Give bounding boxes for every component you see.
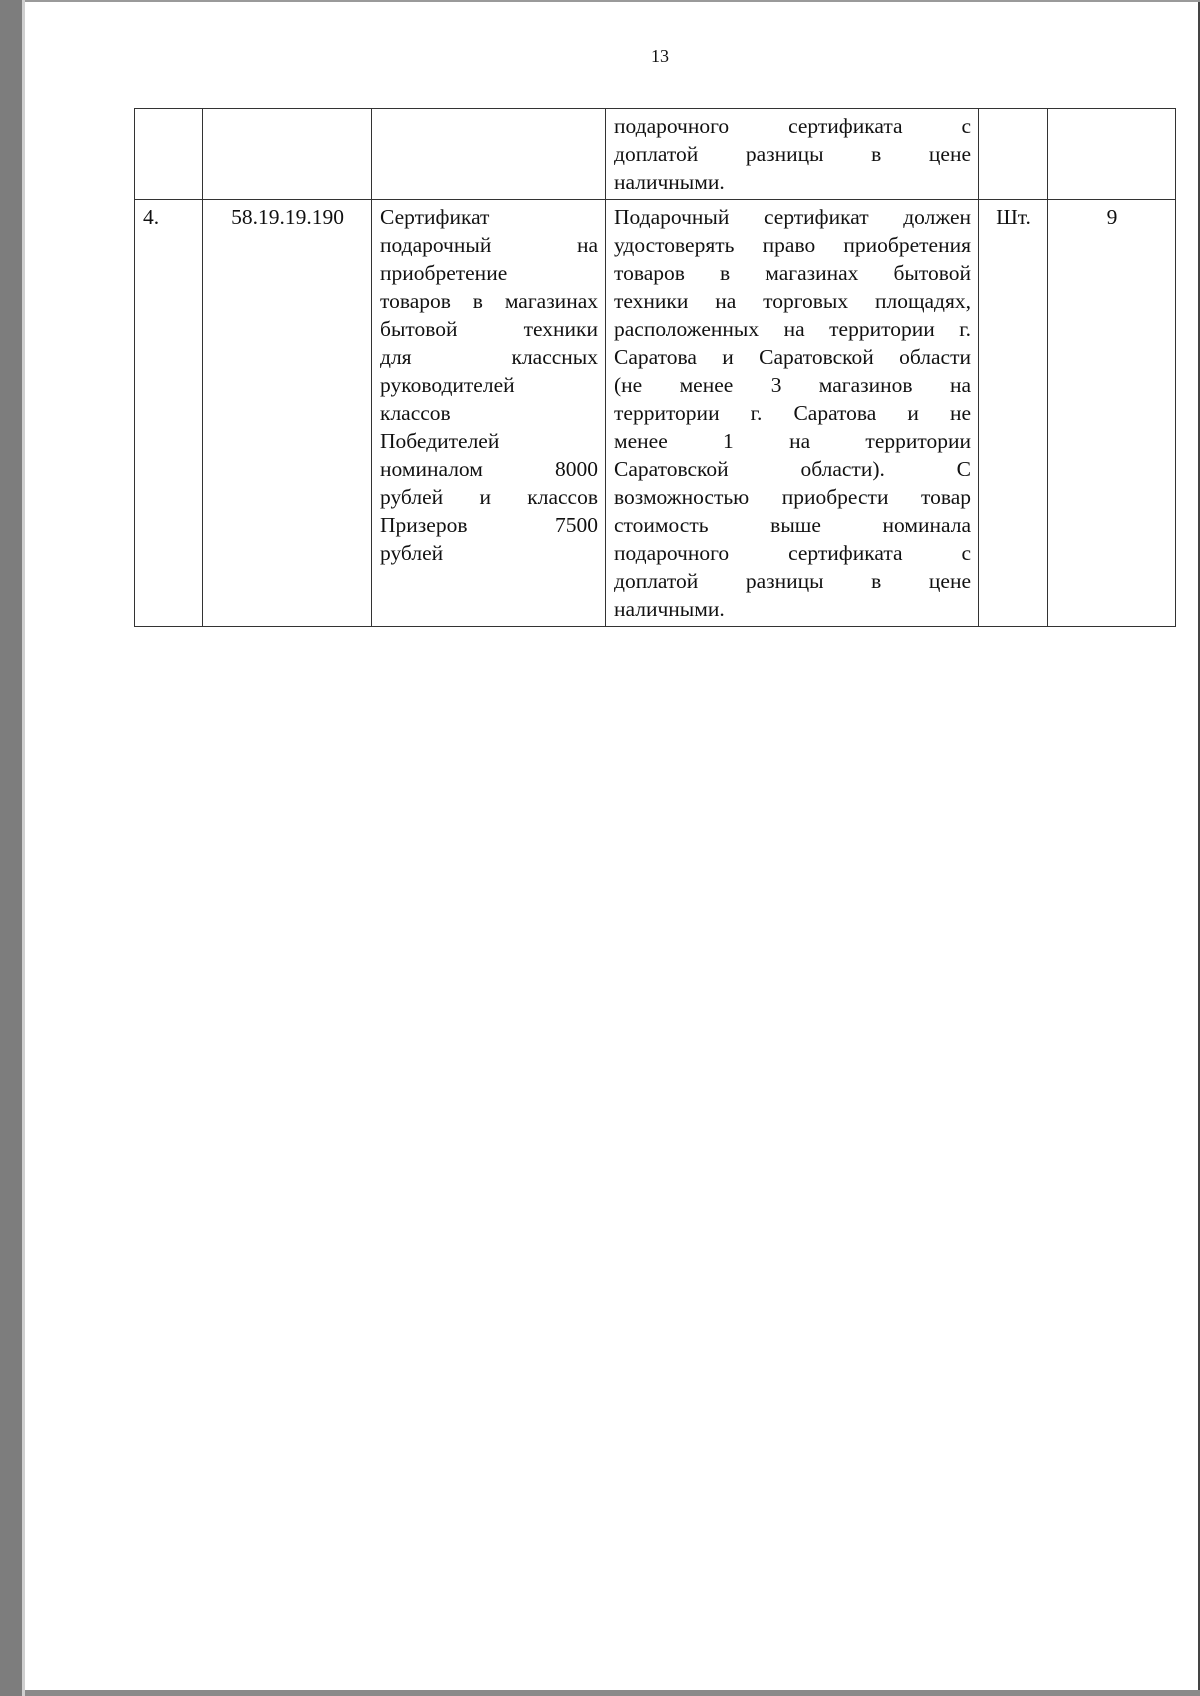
scan-edge-left (0, 0, 22, 1696)
name-line: товаров в магазинах (380, 289, 598, 313)
name-line: подарочный на (380, 233, 598, 257)
description-line: расположенных на территории г. (614, 317, 971, 341)
table-row-continuation (135, 109, 1176, 200)
name-line: классов (380, 401, 451, 425)
description-line: менее 1 на территории (614, 429, 971, 453)
name-line: приобретение (380, 261, 508, 285)
description-line: доплатой разницы в цене (614, 569, 971, 593)
cell-unit-continuation (979, 109, 1048, 200)
table-row-4 (135, 200, 1176, 627)
description-line: Саратова и Саратовской области (614, 345, 971, 369)
description-line: стоимость выше номинала (614, 513, 971, 537)
name-line: для классных (380, 345, 598, 369)
name-line: Сертификат (380, 205, 490, 229)
description-line: удостоверять право приобретения (614, 233, 971, 257)
cell-quantity: 9 (1048, 200, 1176, 627)
cell-number: 4. (135, 200, 203, 627)
description-line: доплатой разницы в цене (614, 142, 971, 166)
scan-edge-top (25, 0, 1200, 2)
description-line: наличными. (614, 170, 725, 194)
description-line: подарочного сертификата с (614, 541, 971, 565)
cell-quantity-continuation (1048, 109, 1176, 200)
name-line: руководителей (380, 373, 515, 397)
cell-description-continuation (606, 109, 979, 200)
cell-number-continuation (135, 109, 203, 200)
scan-edge-left-inner (22, 0, 25, 1696)
name-line: Победителей (380, 429, 500, 453)
description-line: территории г. Саратова и не (614, 401, 971, 425)
cell-name-continuation (372, 109, 606, 200)
cell-description (606, 200, 979, 627)
cell-name (372, 200, 606, 627)
name-line: рублей и классов (380, 485, 598, 509)
description-line: (не менее 3 магазинов на (614, 373, 971, 397)
scan-edge-bottom (25, 1690, 1200, 1696)
description-line: техники на торговых площадях, (614, 289, 971, 313)
description-line: Саратовской области). С (614, 457, 971, 481)
description-line: Подарочный сертификат должен (614, 205, 971, 229)
description-line: наличными. (614, 597, 725, 621)
specification-table (134, 108, 1176, 627)
name-line: номиналом 8000 (380, 457, 598, 481)
description-line: товаров в магазинах бытовой (614, 261, 971, 285)
cell-unit: Шт. (979, 200, 1048, 627)
description-line: подарочного сертификата с (614, 114, 971, 138)
cell-code-continuation (203, 109, 372, 200)
name-line: Призеров 7500 (380, 513, 598, 537)
cell-code: 58.19.19.190 (203, 200, 372, 627)
name-line: рублей (380, 541, 444, 565)
name-line: бытовой техники (380, 317, 598, 341)
description-line: возможностью приобрести товар (614, 485, 971, 509)
page-number: 13 (651, 46, 669, 66)
